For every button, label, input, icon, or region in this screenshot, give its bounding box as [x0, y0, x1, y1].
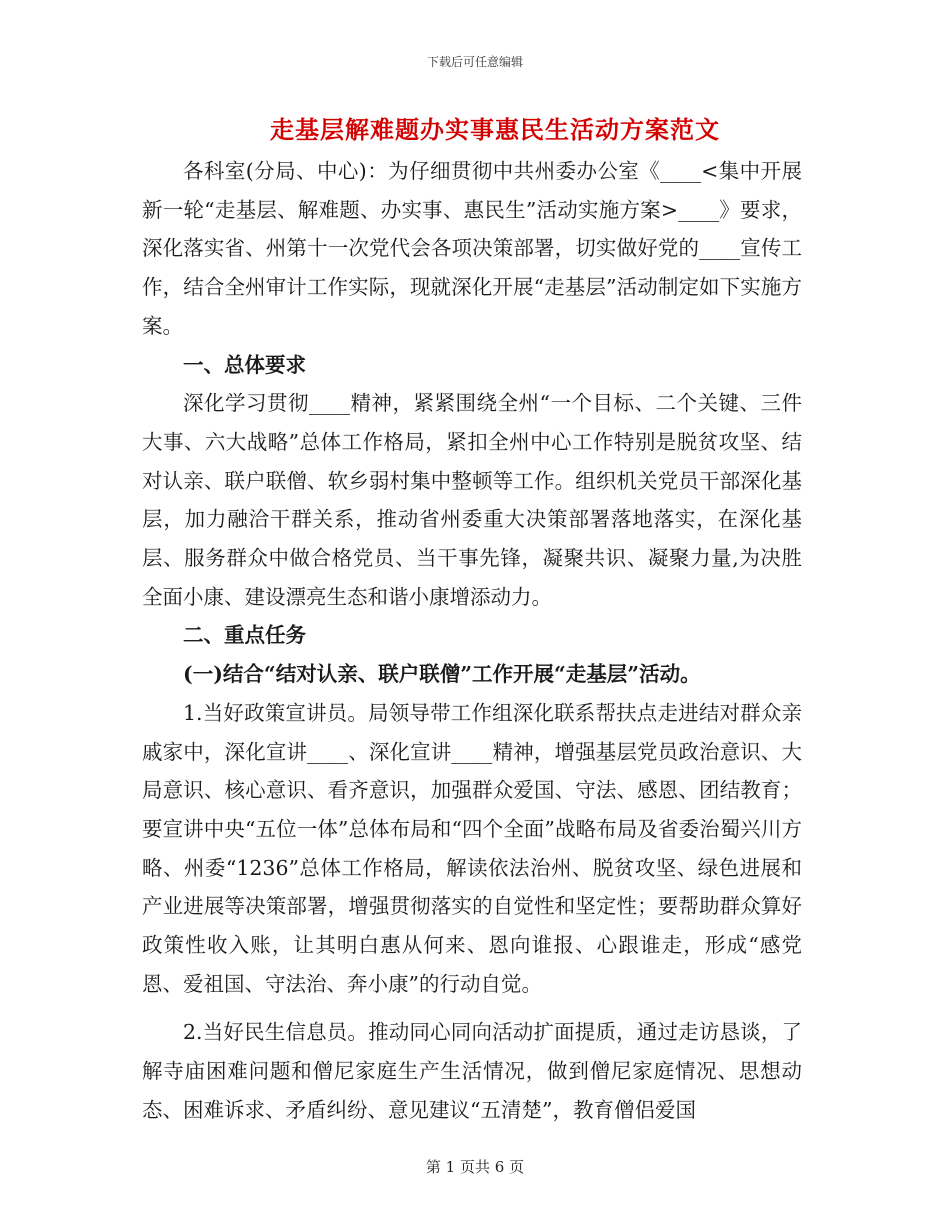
document-body: [142, 152, 802, 1130]
intro-paragraph: 各科室(分局、中心)：为仔细贯彻中共州委办公室《____<集中开展新一轮“走基层、解难题、办实事、惠民生”活动实施方案>____》要求，深化落实省、州第十一次党代会各项决策部署，切实做好党的____宣传工作，结合全州审计工作实际，现就深化开展“走基层”活动制定如下实施方案。: [142, 159, 802, 338]
page-number: 第 1 页共 6 页: [425, 1158, 525, 1176]
task-item-2: 2.当好民生信息员。推动同心同向活动扩面提质，通过走访恳谈，了解寺庙困难问题和僧尼家庭生产生活情况，做到僧尼家庭情况、思想动态、困难诉求、矛盾纠纷、意见建议“五清楚”，教育僧侣爱国: [142, 1020, 802, 1122]
task-item-1: 1.当好政策宣讲员。局领导带工作组深化联系帮扶点走进结对群众亲戚家中，深化宣讲____、深化宣讲____精神，增强基层党员政治意识、大局意识、核心意识、看齐意识，加强群众爱国、守法、感恩、团结教育；要宣讲中央“五位一体”总体布局和“四个全面”战略布局及省委治蜀兴川方略、州委“1236”总体工作格局，解读依法治州、脱贫攻坚、绿色进展和产业进展等决策部署，增强贯彻落实的自觉性和坚定性；要帮助群众算好政策性收入账，让其明白惠从何来、恩向谁报、心跟谁走，形成“感党恩、爱祖国、守法治、奔小康”的行动自觉。: [142, 700, 802, 996]
section-heading-tasks: 二、重点任务: [183, 623, 306, 648]
header-note: 下载后可任意编辑: [426, 55, 523, 69]
document-title: 走基层解难题办实事惠民生活动方案范文: [270, 115, 720, 144]
section-heading-general: 一、总体要求: [183, 352, 306, 377]
general-requirements-paragraph: 深化学习贯彻____精神，紧紧围绕全州“一个目标、二个关键、三件大事、六大战略”总体工作格局，紧扣全州中心工作特别是脱贫攻坚、结对认亲、联户联僧、软乡弱村集中整顿等工作。组织机关党员干部深化基层，加力融洽干群关系，推动省州委重大决策部署落地落实，在深化基层、服务群众中做合格党员、当干事先锋，凝聚共识、凝聚力量,为决胜全面小康、建设漂亮生态和谐小康增添动力。: [142, 391, 802, 609]
subsection-heading-1: (一)结合“结对认亲、联户联僧”工作开展“走基层”活动。: [183, 662, 701, 687]
